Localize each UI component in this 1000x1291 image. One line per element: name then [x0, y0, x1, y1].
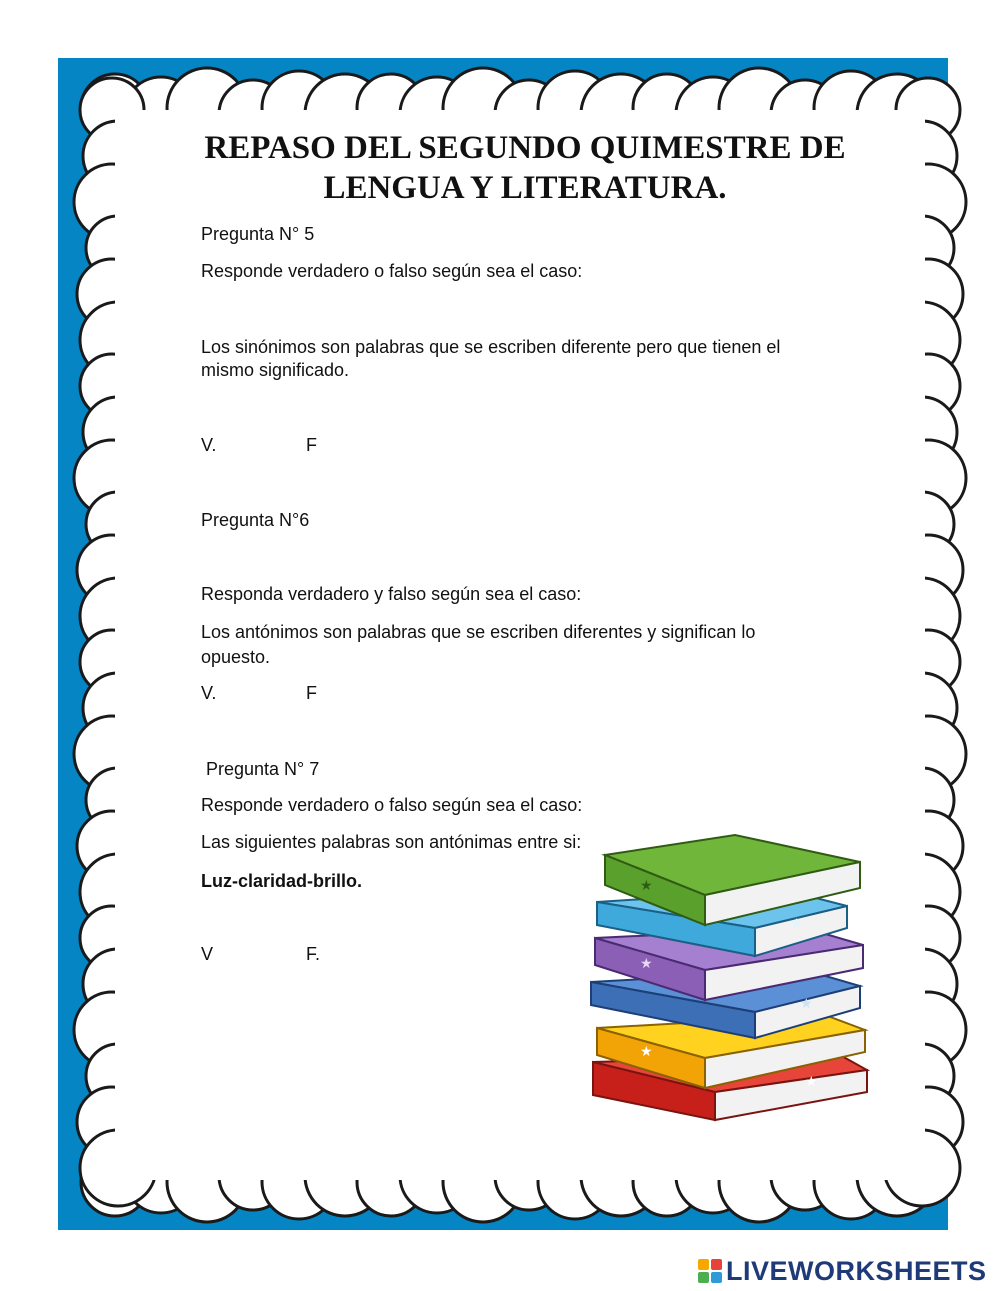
liveworksheets-wordmark: LIVEWORKSHEETS: [726, 1255, 987, 1286]
question-7-heading: Pregunta N° 7: [201, 759, 320, 779]
svg-text:★: ★: [640, 1043, 653, 1059]
svg-text:★: ★: [805, 1073, 818, 1089]
svg-text:★: ★: [640, 955, 653, 971]
question-5-instruction: Responde verdadero o falso según sea el caso:: [201, 261, 583, 281]
book-stack-illustration: [585, 830, 875, 1135]
question-7-instruction: Responde verdadero o falso según sea el caso:: [201, 795, 583, 815]
question-6-option-false[interactable]: F: [306, 683, 317, 703]
question-7-option-false[interactable]: F.: [306, 944, 321, 964]
question-6-statement-line-1: Los antónimos son palabras que se escriben diferentes y significan lo: [201, 622, 756, 642]
question-6-statement-line-2: opuesto.: [201, 647, 271, 667]
question-5-heading: Pregunta N° 5: [201, 224, 315, 244]
question-7-option-true[interactable]: V: [201, 944, 214, 964]
svg-text:★: ★: [640, 877, 653, 893]
question-6-option-true[interactable]: V.: [201, 683, 217, 703]
svg-text:★: ★: [800, 995, 813, 1011]
footer-brand: [698, 1254, 987, 1288]
question-7-words: Luz-claridad-brillo.: [201, 871, 363, 891]
svg-text:★: ★: [790, 915, 803, 931]
title-line-1: REPASO DEL SEGUNDO QUIMESTRE DE: [204, 130, 846, 166]
question-5-statement-line-2: mismo significado.: [201, 360, 350, 380]
page-title: [190, 128, 860, 208]
question-6-instruction: Responda verdadero y falso según sea el caso:: [201, 584, 582, 604]
question-6-heading: Pregunta N°6: [201, 510, 310, 530]
liveworksheets-logo-icon: [698, 1259, 722, 1283]
question-5-option-true[interactable]: V.: [201, 435, 217, 455]
question-7-statement: Las siguientes palabras son antónimas entre si:: [201, 832, 582, 852]
question-5-statement-line-1: Los sinónimos son palabras que se escriben diferente pero que tienen el: [201, 337, 781, 357]
question-5-option-false[interactable]: F: [306, 435, 317, 455]
title-line-2: LENGUA Y LITERATURA.: [323, 170, 727, 206]
